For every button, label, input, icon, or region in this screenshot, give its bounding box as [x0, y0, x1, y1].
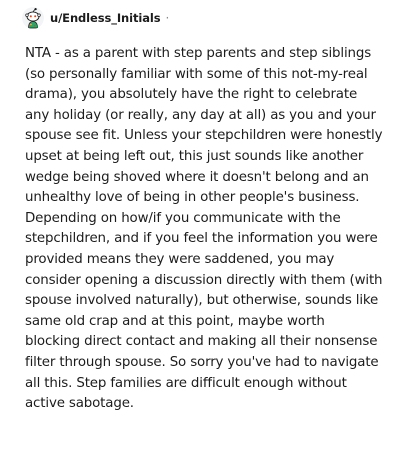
comment-header	[22, 6, 169, 30]
meta-separator: ·	[165, 11, 170, 25]
snoo-avatar-icon[interactable]	[22, 7, 44, 29]
comment-body: NTA - as a parent with step parents and step siblings (so personally familiar with some of this not-my-real drama), you absolutely have the right to celebrate any holiday (or really, any day at all) as you and your spouse see fit. Unless your stepchildren were honestly upset at being left out, this just sounds like another wedge being shoved where it doesn't belong and an unhealthy love of being in other people's business. Depending on how/if you communicate with the stepchildren, and if you feel the information you were provided means they were saddened, you may consider opening a discussion directly with them (with spouse involved naturally), but otherwise, sounds like same old crap and at this point, maybe worth blocking direct contact and making all their nonsense filter through spouse. So sorry you've had to navigate all this. Step families are difficult enough without active sabotage.	[25, 46, 383, 412]
author-username[interactable]: u/Endless_Initials	[50, 11, 161, 25]
